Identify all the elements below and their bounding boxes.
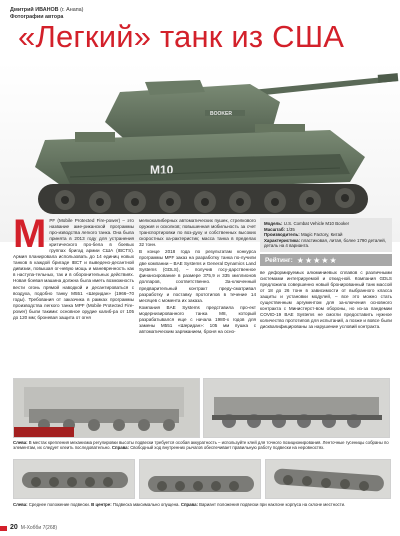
dropcap-letter: M (13, 218, 47, 256)
rating-stars: ★★★★★ (296, 255, 338, 265)
page-number: 20 (10, 524, 18, 531)
author-name: Дмитрий ИВАНОВ (10, 7, 59, 13)
spec-maker: Производитель: Magic Factory, Китай (264, 232, 343, 238)
photo-suspension-slope (265, 459, 391, 499)
photo-suspension-lowered (139, 459, 261, 499)
hull-number-text: M10 (150, 163, 174, 177)
turret-name-text: BOOKER (210, 111, 232, 117)
article-paragraph: Компания BAE Systems представила про-ект модернизированного танка M8, который разрабатывался еще с начала 1980-х годов для замены M551 «Шеридан»: 105 мм пушка с автоматическим заряжанием, броня на осно- (139, 304, 256, 334)
rating-bar (260, 254, 392, 266)
article-paragraph: PF (Mobile Protected Fire-power) – это название аме-риканской программы про-изводства легкого танка. Она была принята в 2013 году для устранения критического про-бела в боевых группах бригад армии США (IBCTS). Армия планировала использовать до 14 единиц новых танков в каждой бригаде IBCT и выведено-десантной дивизии, повышая ог-невую мощь и маневренность как в наступа-тельных, так и в оборонительных действиях. Новая боевая машина должна была иметь возможность вести огонь прямой наводкой и десантироваться с воздуха, подобно танку M551 «Шеридан» (1966–70 годы). Требования от заказчика в рамках программы производства легкого танка MPF (Mobile Protected Fire-power) были такими: основное орудие калиб-ра от 105 до 120 мм; броневая защита от огня (13, 218, 134, 320)
kit-spec-box (260, 218, 392, 252)
hero-tank-image (0, 62, 400, 242)
article-paragraph: ве деформируемых алюминиевых сплавов с различными системами интегрируемой и откид-ной. Компания GDLS предложила совершенно новый бронированный танк массой от 18 до 26 тонн в зависимости от выбранного класса защиты и установки модулей, – все это можно стать существенным аргументом для за-ключения основного контракта с Министерст-вом обороны, но из-за пандемии COVID-19 BAE Systems не смогли предоставить нужное количество прототипов для испытаний, а позже и вовсе были дисквалифицированы за нарушение условий контракта. (260, 270, 392, 330)
article-paragraph: В конце 2018 года по результатам конкурса программы MPF заказ на разработку танка по-лучили две компании – BAE Systems и General Dynamics Land Systems (GDLS), – получив госу-дарственное финансирование в размере 375,9 и 335 миллионов долларов, соответственно. За-ключенный предварительный контракт преду-сматривал разработку и поставку прототипов в течение 14 месяцев с момента их заказа. (139, 249, 256, 303)
spec-scale: Масштаб: 1/35 (264, 226, 295, 232)
spec-description: Характеристика: пластиковая, литая, более 1790 деталей, деталь на 4 варианта. (264, 237, 386, 249)
caption-top-photos: Слева: В местах крепления механизма регулировки высоты подвески требуется особая аккуратность – используйте клей для точного позиционирования. Ленточные гусеницы собраны по элементам, их следует клеить последовательно. Справа: Свободный ход внутренних рычагов обеспечивает правильную работу подвески на неровностях. (13, 440, 389, 451)
author-location: (г. Анапа) (60, 7, 84, 13)
caption-bottom-photos: Слева: Среднее положение подвески. В центре: Подвеска максимально опущена. Справа: Вариант положения подвески при наклоне корпуса на склоне местности. (13, 502, 346, 507)
page-footer (10, 524, 57, 531)
photo-suspension-assembly (13, 378, 200, 438)
article-column-3 (260, 270, 392, 380)
magazine-issue: М-Хобби 7(268) (20, 524, 58, 531)
spec-model: Модель: U.S. Combat Vehicle M10 Booker (264, 221, 350, 226)
photo-suspension-arms (203, 378, 390, 438)
photo-suspension-middle (13, 459, 135, 499)
photo-credit: Фотографии автора (10, 14, 64, 20)
footer-accent-bar (0, 526, 7, 531)
article-paragraph: мелкокалиберных автоматических пушек, стрелкового оружия и осколков; повышенная мобильность за счет транспортировки по воз-духу и собственных высоких скоростных ха-рактеристик; масса танка в пределах 32 тонн. (139, 218, 256, 248)
article-title: «Легкий» танк из США (18, 19, 345, 54)
rating-label: Рейтинг: (265, 256, 293, 264)
